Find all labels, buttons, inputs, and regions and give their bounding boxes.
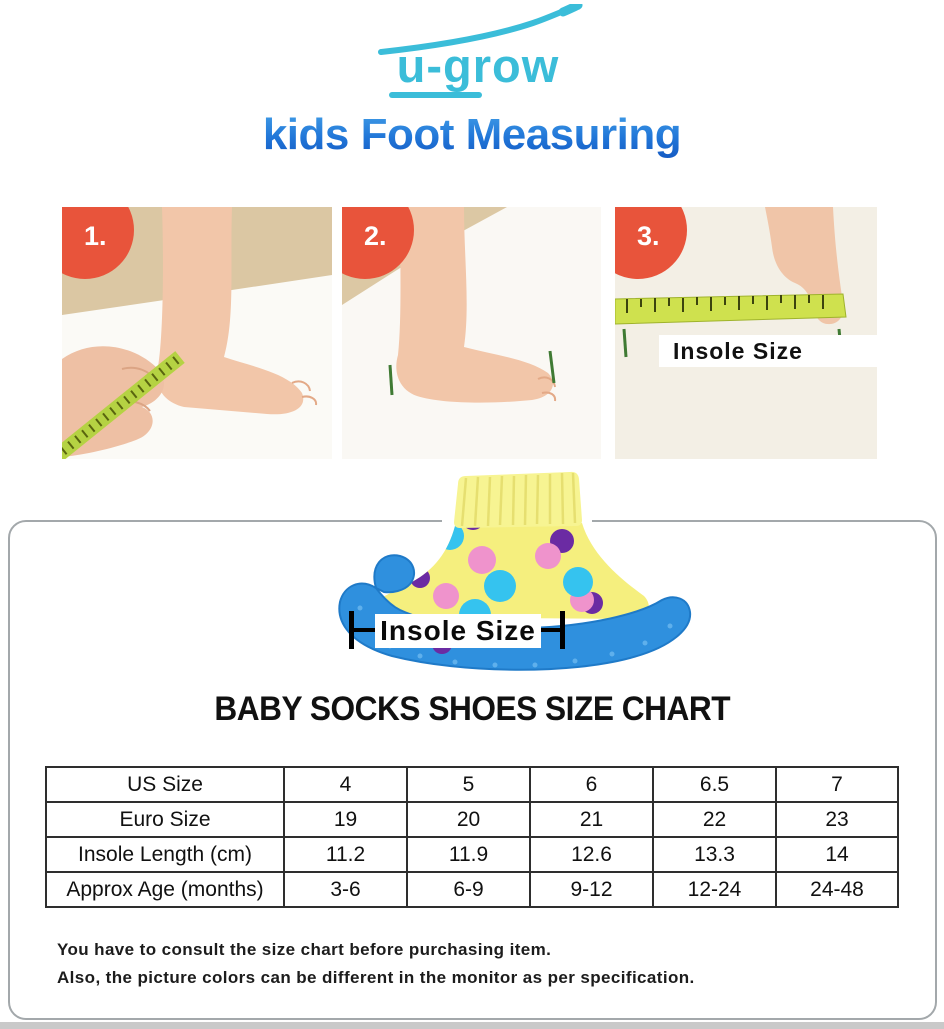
step-photo-1 bbox=[62, 207, 332, 459]
size-table bbox=[45, 766, 899, 908]
cell: 11.9 bbox=[407, 837, 530, 872]
row-label: Approx Age (months) bbox=[46, 872, 284, 907]
cell: 23 bbox=[776, 802, 898, 837]
cell: 6-9 bbox=[407, 872, 530, 907]
cell: 20 bbox=[407, 802, 530, 837]
step-1-number: 1. bbox=[84, 221, 107, 251]
insole-size-label: Insole Size bbox=[375, 614, 541, 648]
cell: 22 bbox=[653, 802, 776, 837]
page-title: kids Foot Measuring bbox=[0, 110, 944, 160]
cell: 11.2 bbox=[284, 837, 407, 872]
footnote-consult-chart: You have to consult the size chart before purchasing item. bbox=[57, 940, 552, 959]
cell: 5 bbox=[407, 767, 530, 802]
footnote-color-disclaimer: Also, the picture colors can be different in the monitor as per specification. bbox=[57, 968, 695, 987]
step-photo-3 bbox=[615, 207, 877, 459]
cell: 7 bbox=[776, 767, 898, 802]
step-3-number: 3. bbox=[637, 221, 660, 251]
cell: 12-24 bbox=[653, 872, 776, 907]
bottom-edge-strip bbox=[0, 1022, 944, 1029]
step-2-number: 2. bbox=[364, 221, 387, 251]
logo-underline bbox=[389, 92, 482, 98]
baby-sock-shoe-illustration bbox=[330, 468, 710, 683]
brand-logo: u-grow bbox=[396, 39, 560, 92]
cell: 3-6 bbox=[284, 872, 407, 907]
cell: 6 bbox=[530, 767, 653, 802]
row-label: Insole Length (cm) bbox=[46, 837, 284, 872]
table-row-us-size bbox=[46, 767, 898, 802]
cell: 9-12 bbox=[530, 872, 653, 907]
cell: 12.6 bbox=[530, 837, 653, 872]
step-photo-2 bbox=[342, 207, 601, 459]
cell: 19 bbox=[284, 802, 407, 837]
cell: 4 bbox=[284, 767, 407, 802]
table-row-insole-length bbox=[46, 837, 898, 872]
cell: 6.5 bbox=[653, 767, 776, 802]
table-row-euro-size bbox=[46, 802, 898, 837]
row-label: Euro Size bbox=[46, 802, 284, 837]
cell: 13.3 bbox=[653, 837, 776, 872]
insole-size-photo-label: Insole Size bbox=[659, 335, 877, 367]
cell: 21 bbox=[530, 802, 653, 837]
measure-right-tick bbox=[560, 611, 565, 649]
row-label: US Size bbox=[46, 767, 284, 802]
chart-title: BABY SOCKS SHOES SIZE CHART bbox=[214, 690, 730, 728]
cell: 24-48 bbox=[776, 872, 898, 907]
cell: 14 bbox=[776, 837, 898, 872]
table-row-approx-age bbox=[46, 872, 898, 907]
